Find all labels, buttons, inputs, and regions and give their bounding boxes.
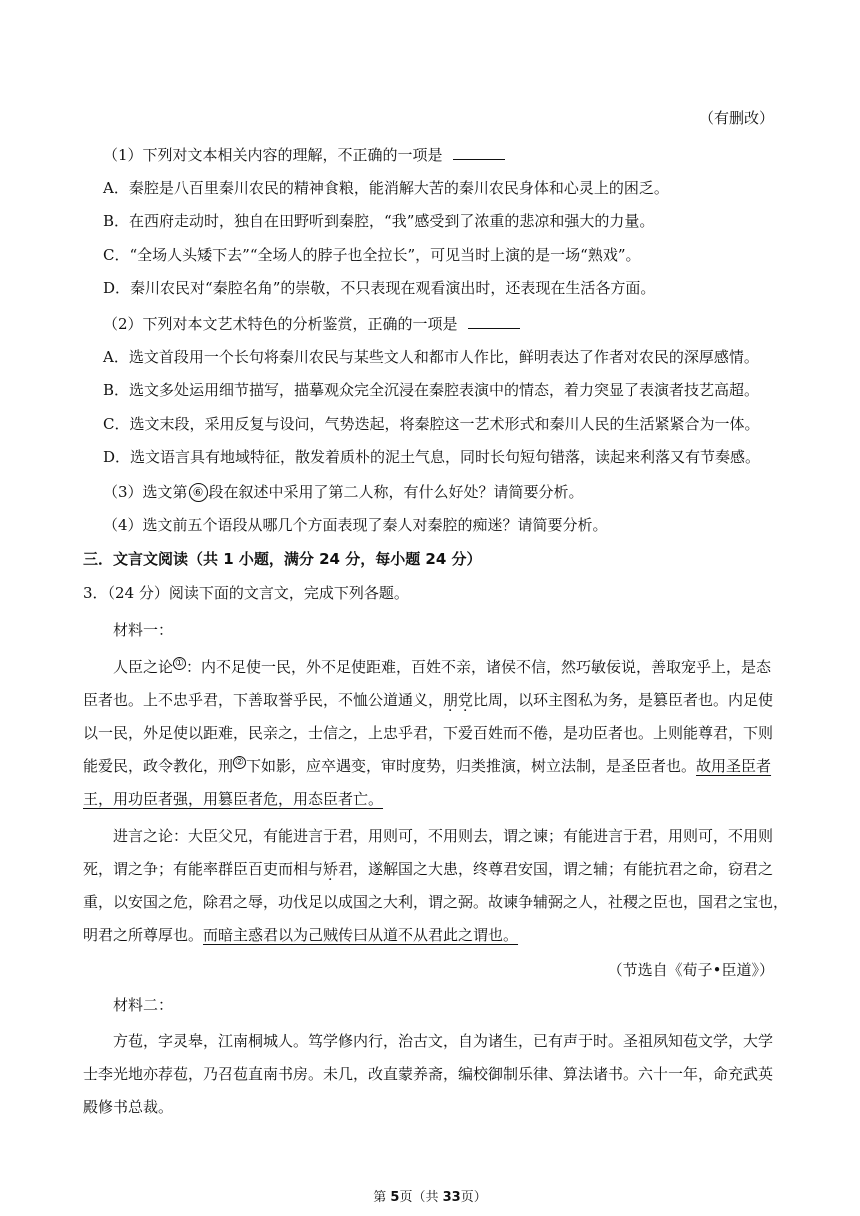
m2-text: 明君之所尊厚也。 <box>83 926 204 944</box>
m3-line-1: 方苞，字灵皋，江南桐城人。笃学修内行，治古文，自为诸生，已有声于时。圣祖夙知苞文学，大学 <box>113 1032 774 1050</box>
total-pages-number: 33 <box>442 1190 461 1205</box>
m3-line-3: 殿修书总裁。 <box>83 1098 174 1116</box>
m1-text: 臣者也。上不忠乎君，下善取誉乎民，不恤公道通义， <box>83 691 444 709</box>
m2-text: 死，谓之争；有能率群臣百吏而相与 <box>83 860 324 878</box>
m2-text: 君，遂解国之大患，终尊君安国，谓之辅；有能抗君之命，窃君之 <box>338 860 774 878</box>
answer-blank-2[interactable] <box>468 314 520 329</box>
question-3-post: 段在叙述中采用了第二人称，有什么好处？请简要分析。 <box>208 483 584 501</box>
m3-line-2: 士李光地亦荐苞，乃召苞直南书房。未几，改直蒙养斋，编校御制乐律、算法诸书。六十一年，命充武英 <box>83 1065 774 1083</box>
q1-option-c: C．“全场人头矮下去”“全场人的脖子也全拉长”，可见当时上演的是一场“熟戏”。 <box>103 246 641 264</box>
q2-option-a: A．选文首段用一个长句将秦川农民与某些文人和都市人作比，鲜明表达了作者对农民的深厚感情。 <box>103 348 759 366</box>
q1-option-b: B．在西府走动时，独自在田野听到秦腔，“我”感受到了浓重的悲凉和强大的力量。 <box>103 212 655 230</box>
underlined-sentence: 而暗主惑君以为己贼传曰从道不从君此之谓也。 <box>203 926 519 944</box>
emphasis-char: 矫 <box>323 860 339 878</box>
page-footer <box>0 1186 860 1205</box>
question-1-stem <box>103 145 505 165</box>
question-main: 3．（24 分）阅读下面的文言文，完成下列各题。 <box>83 584 409 602</box>
footer-text: 页） <box>460 1190 487 1205</box>
q2-option-d: D．选文语言具有地域特征，散发着质朴的泥土气息，同时长句短句错落，读起来利落又有节奏感。 <box>103 448 761 466</box>
m2-line-3: 重，以安国之危，除君之辱，功伐足以成国之大利，谓之弼。故谏争辅弼之人，社稷之臣也，国君之宝也， <box>83 893 789 911</box>
source-citation: （节选自《荀子•臣道》） <box>607 961 774 979</box>
question-2-text: （2）下列对本文艺术特色的分析鉴赏，正确的一项是 <box>103 315 458 333</box>
footer-text: 页（共 <box>399 1190 443 1205</box>
q1-option-a: A．秦腔是八百里秦川农民的精神食粮，能消解大苦的秦川农民身体和心灵上的困乏。 <box>103 179 669 197</box>
m1-line-1 <box>113 657 771 677</box>
m1-text: ：内不足使一民，外不足使距难，百姓不亲，诸侯不信，然巧敏佞说，善取宠乎上，是态 <box>186 658 772 676</box>
m1-text: 能爱民，政令教化，刑 <box>83 757 234 775</box>
material-1-label: 材料一： <box>113 621 174 639</box>
m1-text: 人臣之论 <box>113 658 174 676</box>
question-3-pre: （3）选文第 <box>103 483 188 501</box>
footnote-marker-1: ① <box>173 657 186 670</box>
revision-note: （有删改） <box>698 109 774 127</box>
section-title: 三．文言文阅读（共 1 小题，满分 24 分，每小题 24 分） <box>83 550 482 568</box>
current-page-number: 5 <box>390 1190 400 1205</box>
question-1-text: （1）下列对文本相关内容的理解，不正确的一项是 <box>103 146 443 164</box>
m2-line-4 <box>83 925 518 945</box>
m1-line-2 <box>83 690 773 710</box>
m2-line-2 <box>83 859 773 879</box>
m2-line-1: 进言之论：大臣父兄，有能进言于君，用则可，不用则去，谓之谏；有能进言于君，用则可，不用则 <box>113 827 774 845</box>
footnote-marker-2: ② <box>233 756 246 769</box>
paragraph-number-circle: ⑥ <box>189 483 208 502</box>
footer-text: 第 <box>373 1190 391 1205</box>
q2-option-c: C．选文末段，采用反复与设问，气势迭起，将秦腔这一艺术形式和秦川人民的生活紧紧合为一体。 <box>103 415 760 433</box>
question-2-stem <box>103 314 520 334</box>
q1-option-d: D．秦川农民对“秦腔名角”的崇敬，不只表现在观看演出时，还表现在生活各方面。 <box>103 279 656 297</box>
m1-text: 比周，以环主图私为务，是篡臣者也。内足使 <box>473 691 774 709</box>
material-2-label: 材料二： <box>113 996 174 1014</box>
m1-line-3: 以一民，外足使以距难，民亲之，士信之，上忠乎君，下爱百姓而不倦，是功臣者也。上则能尊君，下则 <box>83 724 774 742</box>
underlined-sentence: 故用圣臣者 <box>696 757 772 775</box>
answer-blank-1[interactable] <box>453 145 505 160</box>
m1-line-4 <box>83 756 771 776</box>
question-3 <box>103 482 584 502</box>
m1-text: 下如影，应卒遇变，审时度势，归类推演，树立法制，是圣臣者也。 <box>246 757 697 775</box>
q2-option-b: B．选文多处运用细节描写，描摹观众完全沉浸在秦腔表演中的情态，着力突显了表演者技艺高超。 <box>103 381 760 399</box>
m1-line-5-underlined: 王，用功臣者强，用篡臣者危，用态臣者亡。 <box>83 790 384 808</box>
emphasis-char: 党 <box>458 691 474 709</box>
emphasis-char: 朋 <box>443 691 459 709</box>
question-4: （4）选文前五个语段从哪几个方面表现了秦人对秦腔的痴迷？请简要分析。 <box>103 516 608 534</box>
